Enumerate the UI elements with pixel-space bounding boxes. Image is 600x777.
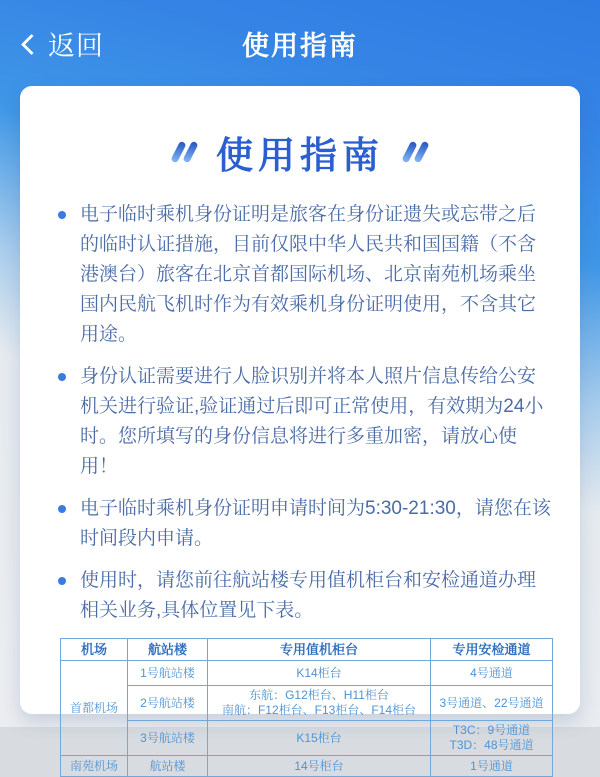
bullet-dot-icon [58,505,66,513]
cell-checkin-line2: 南航：F12柜台、F13柜台、F14柜台 [221,703,417,717]
cell-terminal: 1号航站楼 [128,661,208,686]
bullet-text: 使用时，请您前往航站楼专用值机柜台和安检通道办理相关业务,具体位置见下表。 [80,570,537,621]
bullet-text: 电子临时乘机身份证明申请时间为5:30-21:30，请您在该时间段内申请。 [80,498,551,549]
cell-checkin: K14柜台 [208,661,431,686]
cell-security: 4号通道 [431,661,553,686]
cell-checkin: 14号柜台 [208,756,431,777]
cell-security: 1号通道 [431,756,553,777]
bullet-dot-icon [58,211,66,219]
col-header-security: 专用安检通道 [431,639,553,661]
bullet-text: 电子临时乘机身份证明是旅客在身份证遗失或忘带之后的临时认证措施，目前仅限中华人民共和国国籍（不含港澳台）旅客在北京首都国际机场、北京南苑机场乘坐国内民航飞机时作为有效乘机身份证明使用，不含其它用途。 [80,204,537,345]
guide-card [20,86,580,773]
table-row [61,721,553,756]
bullet-dot-icon [58,577,66,585]
cell-security-line1: T3C：9号通道 [452,723,531,737]
table-header-row [61,639,553,661]
table-row [61,756,553,777]
table-row [61,686,553,721]
double-slash-left-icon [175,141,194,163]
bullet-text: 身份认证需要进行人脸识别并将本人照片信息传给公安机关进行验证,验证通过后即可正常使用，有效期为24小时。您所填写的身份信息将进行多重加密，请放心使用！ [80,366,544,477]
list-item [56,200,554,350]
cell-security [431,721,553,756]
list-item [56,566,554,626]
cell-airport: 南苑机场 [61,756,128,777]
cell-security: 3号通道、22号通道 [431,686,553,721]
page-title: 使用指南 [242,30,358,61]
double-slash-right-icon [406,141,425,163]
cell-checkin [208,686,431,721]
table-row [61,661,553,686]
guide-list [56,200,554,626]
bullet-dot-icon [58,373,66,381]
col-header-airport: 机场 [61,639,128,661]
location-table [60,638,553,777]
col-header-terminal: 航站楼 [128,639,208,661]
cell-terminal: 航站楼 [128,756,208,777]
card-title-row [44,126,556,178]
navbar [0,0,600,86]
list-item [56,494,554,554]
col-header-checkin: 专用值机柜台 [208,639,431,661]
back-label: 返回 [48,30,104,61]
cell-checkin: K15柜台 [208,721,431,756]
card-title: 使用指南 [216,135,384,176]
cell-security-line2: T3D：48号通道 [449,738,534,752]
chevron-left-icon [21,33,42,54]
cell-terminal: 2号航站楼 [128,686,208,721]
list-item [56,362,554,482]
cell-checkin-line1: 东航：G12柜台、H11柜台 [249,688,389,702]
back-button[interactable] [24,24,104,63]
cell-airport: 首都机场 [61,661,128,756]
cell-terminal: 3号航站楼 [128,721,208,756]
